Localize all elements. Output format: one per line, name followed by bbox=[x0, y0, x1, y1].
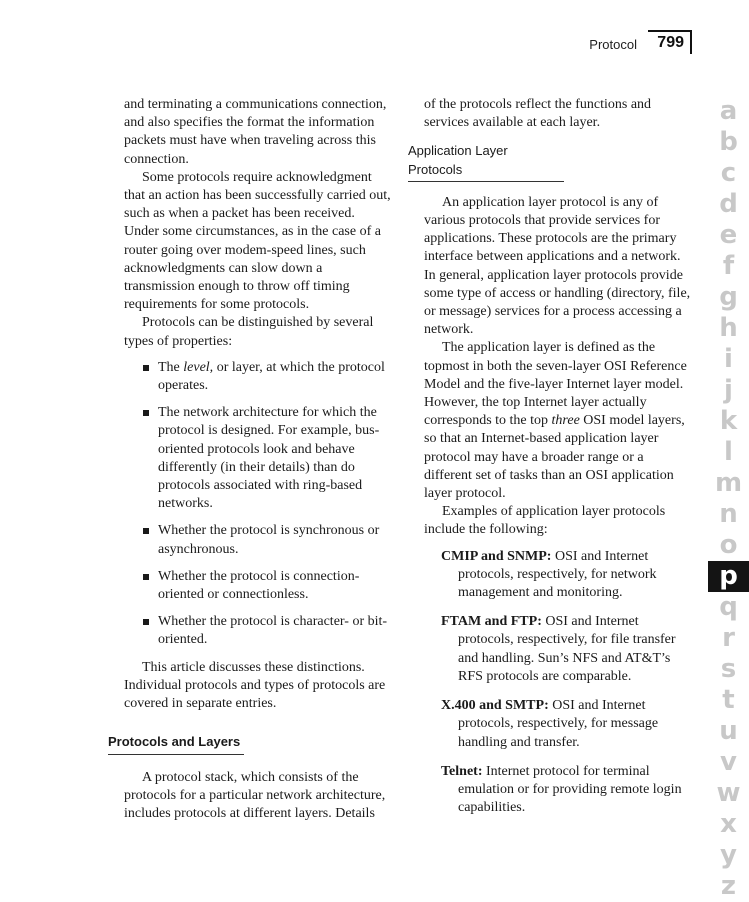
thumb-index bbox=[708, 96, 749, 902]
emphasis: three bbox=[551, 413, 580, 429]
definition-term: CMIP and SNMP: bbox=[441, 548, 552, 564]
definition-term: FTAM and FTP: bbox=[441, 614, 542, 630]
list-item-text: The network architecture for which the protocol is designed. For example, bus-oriented protocols look and behave differently (in their details) than do protocols associated with ring-based networks. bbox=[158, 405, 380, 512]
section-title: Protocol bbox=[589, 37, 637, 52]
thumb-index-letter-u: u bbox=[719, 716, 738, 746]
definition-text: OSI and Internet protocols, respectively, for file transfer and handling. Sun’s NFS and AT&T’s RFS protocols are comparable. bbox=[458, 614, 676, 684]
page-number: 799 bbox=[657, 34, 684, 51]
list-item bbox=[124, 613, 392, 649]
thumb-index-letter-e: e bbox=[719, 220, 738, 250]
definition-item bbox=[441, 613, 692, 686]
thumb-index-letter-l: l bbox=[724, 437, 733, 467]
thumb-index-letter-r: r bbox=[722, 623, 735, 653]
square-bullet-icon bbox=[143, 528, 149, 534]
properties-list bbox=[124, 359, 392, 650]
thumb-index-letter-o: o bbox=[719, 530, 738, 560]
definition-item bbox=[441, 697, 692, 752]
thumb-index-letter-z: z bbox=[720, 871, 737, 901]
header-rule-vertical bbox=[690, 30, 692, 54]
definition-item bbox=[441, 548, 692, 603]
list-item bbox=[124, 568, 392, 604]
thumb-index-letter-d: d bbox=[719, 189, 738, 219]
thumb-index-letter-q: q bbox=[719, 592, 738, 622]
list-item bbox=[124, 359, 392, 395]
thumb-index-letter-b: b bbox=[719, 127, 738, 157]
list-item-text: Whether the protocol is character- or bit-oriented. bbox=[158, 614, 388, 648]
thumb-index-letter-v: v bbox=[720, 747, 737, 777]
square-bullet-icon bbox=[143, 410, 149, 416]
thumb-index-letter-a: a bbox=[719, 96, 738, 126]
thumb-index-letter-t: t bbox=[722, 685, 735, 715]
thumb-index-letter-i: i bbox=[724, 344, 733, 374]
list-item-text: Whether the protocol is synchronous or asynchronous. bbox=[158, 523, 380, 557]
paragraph bbox=[424, 339, 692, 503]
right-column bbox=[408, 96, 692, 828]
thumb-index-letter-c: c bbox=[720, 158, 737, 188]
definition-list bbox=[424, 548, 692, 818]
section-heading: Protocols and Layers bbox=[108, 733, 244, 754]
list-item-text: The bbox=[158, 359, 184, 375]
paragraph: of the protocols reflect the functions and services available at each layer. bbox=[424, 97, 652, 131]
emphasis: level, bbox=[183, 359, 214, 375]
square-bullet-icon bbox=[143, 574, 149, 580]
thumb-index-letter-y: y bbox=[720, 840, 737, 870]
paragraph: A protocol stack, which consists of the protocols for a particular network architecture, includes protocols at different layers. Details bbox=[124, 769, 386, 821]
thumb-index-letter-p: p bbox=[708, 561, 749, 592]
paragraph-text: OSI model layers, so that an Internet-based application layer protocol may have a broader range or a different set of tasks than an OSI application layer protocol. bbox=[424, 413, 685, 502]
thumb-index-letter-m: m bbox=[714, 468, 743, 498]
thumb-index-letter-k: k bbox=[719, 406, 738, 436]
list-item-text: or layer, at which the protocol operates. bbox=[158, 359, 385, 394]
square-bullet-icon bbox=[143, 619, 149, 625]
thumb-index-letter-s: s bbox=[720, 654, 737, 684]
thumb-index-letter-x: x bbox=[720, 809, 737, 839]
paragraph: and terminating a communications connection, and also specifies the format the information packets must have when traveling across this connection. bbox=[124, 97, 387, 167]
paragraph: This article discusses these distinctions. Individual protocols and types of protocols are covered in separate entries. bbox=[124, 659, 386, 712]
paragraph-text: The application layer is defined as the topmost in both the seven-layer OSI Reference Model and the five-layer Internet layer model. However, the top Internet layer actually corresponds to the top bbox=[424, 340, 687, 429]
definition-text: OSI and Internet protocols, respectively, for message handling and transfer. bbox=[458, 698, 659, 750]
definition-text: OSI and Internet protocols, respectively, for network management and monitoring. bbox=[458, 548, 657, 601]
list-item bbox=[124, 404, 392, 513]
header-rule-horizontal bbox=[648, 30, 692, 32]
paragraph: Protocols can be distinguished by several types of properties: bbox=[124, 315, 374, 349]
paragraph: Some protocols require acknowledgment that an action has been successfully carried out, such as when a packet has been received. Under some circumstances, as in the case of a router going over modem-speed lines, such acknowledgments can slow down a transmission enough to throw off timing requirements for some protocols. bbox=[124, 169, 391, 313]
definition-term: X.400 and SMTP: bbox=[441, 698, 549, 714]
paragraph: Examples of application layer protocols include the following: bbox=[424, 504, 666, 538]
list-item bbox=[124, 522, 392, 558]
paragraph: An application layer protocol is any of various protocols that provide services for applications. These protocols are the primary interface between applications and a network. In general, application layer protocols provide some type of access or handling (directory, file, or message) services for a process accessing a network. bbox=[424, 194, 691, 338]
running-head bbox=[0, 30, 692, 54]
definition-text: Internet protocol for terminal emulation or for providing remote login capabilities. bbox=[458, 763, 682, 816]
definition-item bbox=[441, 763, 692, 818]
list-item-text: Whether the protocol is connection-oriented or connectionless. bbox=[158, 568, 360, 603]
left-column bbox=[108, 96, 392, 823]
definition-term: Telnet: bbox=[441, 763, 483, 779]
thumb-index-letter-g: g bbox=[719, 282, 738, 312]
thumb-index-letter-h: h bbox=[719, 313, 738, 343]
thumb-index-letter-w: w bbox=[716, 778, 741, 808]
thumb-index-letter-n: n bbox=[719, 499, 738, 529]
thumb-index-letter-j: j bbox=[724, 375, 733, 405]
thumb-index-letter-f: f bbox=[722, 251, 735, 281]
square-bullet-icon bbox=[143, 365, 149, 371]
section-heading: Application Layer Protocols bbox=[408, 142, 564, 181]
